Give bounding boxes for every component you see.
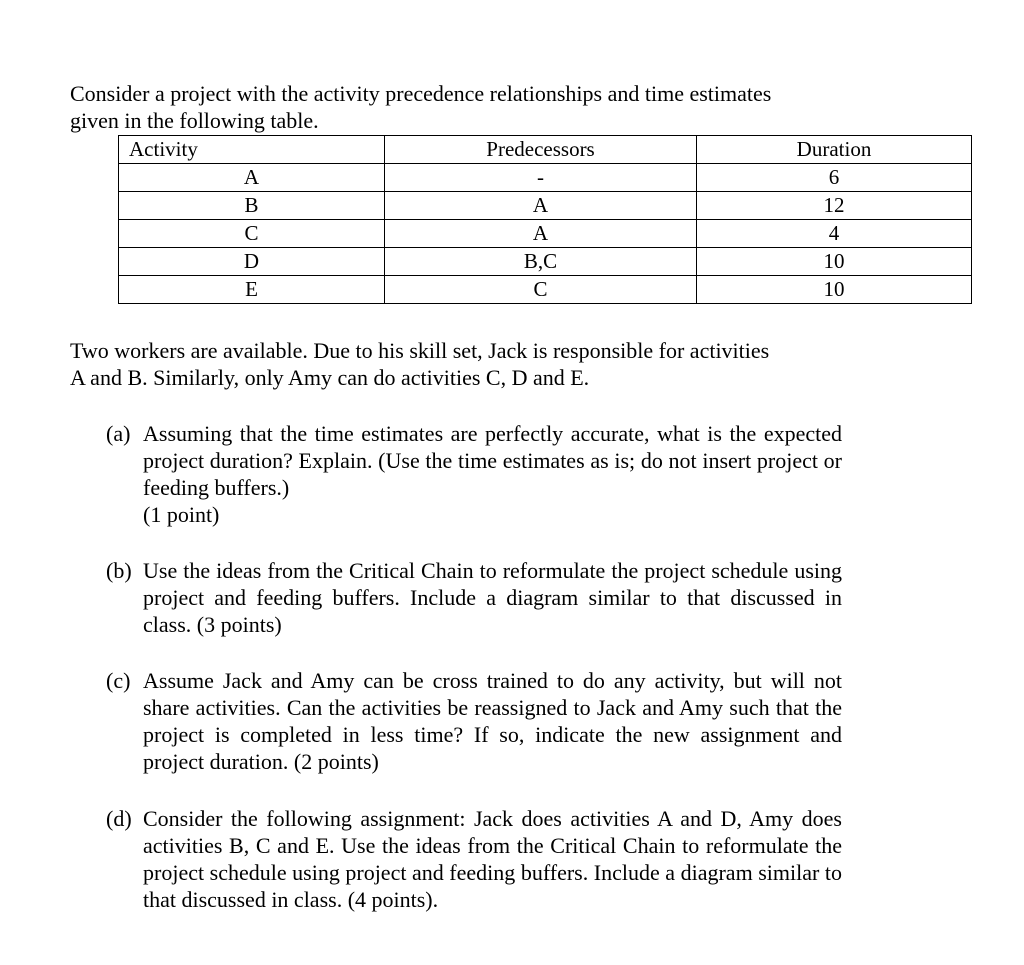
- activity-cell: C: [119, 220, 385, 248]
- predecessors-cell: A: [385, 192, 697, 220]
- activity-table: [118, 135, 972, 304]
- question-b-label: (b): [106, 558, 132, 583]
- predecessors-cell: -: [385, 164, 697, 192]
- table-header-row: [119, 136, 972, 164]
- intro-line-2: given in the following table.: [70, 108, 319, 133]
- question-d-label: (d): [106, 806, 132, 831]
- table-row: [119, 192, 972, 220]
- activity-cell: A: [119, 164, 385, 192]
- table-row: [119, 164, 972, 192]
- question-a-text: Assuming that the time estimates are perfectly accurate, what is the expected project duration? Explain. (Use the time estimates as is; do not insert project or feeding buffers.): [143, 421, 842, 500]
- predecessors-cell: C: [385, 276, 697, 304]
- question-b-text: Use the ideas from the Critical Chain to reformulate the project schedule using project and feeding buffers. Include a diagram similar to that discussed in class. (3 points): [143, 558, 842, 637]
- question-c-text: Assume Jack and Amy can be cross trained to do any activity, but will not share activities. Can the activities be reassigned to Jack and Amy such that the project is completed in less time? If so, indicate the new assignment and project duration. (2 points): [143, 668, 842, 774]
- workers-line-2: A and B. Similarly, only Amy can do activities C, D and E.: [70, 365, 590, 390]
- table-row: [119, 220, 972, 248]
- duration-cell: 4: [697, 220, 972, 248]
- duration-cell: 10: [697, 276, 972, 304]
- question-c-label: (c): [106, 668, 131, 693]
- activity-cell: E: [119, 276, 385, 304]
- table-row: [119, 276, 972, 304]
- question-b: [106, 557, 842, 638]
- header-duration: Duration: [697, 136, 972, 164]
- intro-line-1: Consider a project with the activity precedence relationships and time estimates: [70, 81, 772, 106]
- header-predecessors: Predecessors: [385, 136, 697, 164]
- workers-paragraph: [70, 337, 860, 391]
- activity-cell: D: [119, 248, 385, 276]
- question-a: [106, 420, 842, 528]
- question-a-label: (a): [106, 421, 131, 446]
- question-d-text: Consider the following assignment: Jack does activities A and D, Amy does activities B, C and E. Use the ideas from the Critical Chain to reformulate the project schedule using project and feeding buffers. Include a diagram similar to that discussed in class. (4 points).: [143, 806, 842, 912]
- duration-cell: 12: [697, 192, 972, 220]
- intro-paragraph: [70, 80, 850, 134]
- question-a-points: (1 point): [143, 502, 220, 527]
- table-row: [119, 248, 972, 276]
- predecessors-cell: B,C: [385, 248, 697, 276]
- duration-cell: 6: [697, 164, 972, 192]
- question-c: [106, 667, 842, 775]
- predecessors-cell: A: [385, 220, 697, 248]
- header-activity: Activity: [119, 136, 385, 164]
- question-d: [106, 805, 842, 913]
- duration-cell: 10: [697, 248, 972, 276]
- workers-line-1: Two workers are available. Due to his skill set, Jack is responsible for activities: [70, 338, 770, 363]
- activity-cell: B: [119, 192, 385, 220]
